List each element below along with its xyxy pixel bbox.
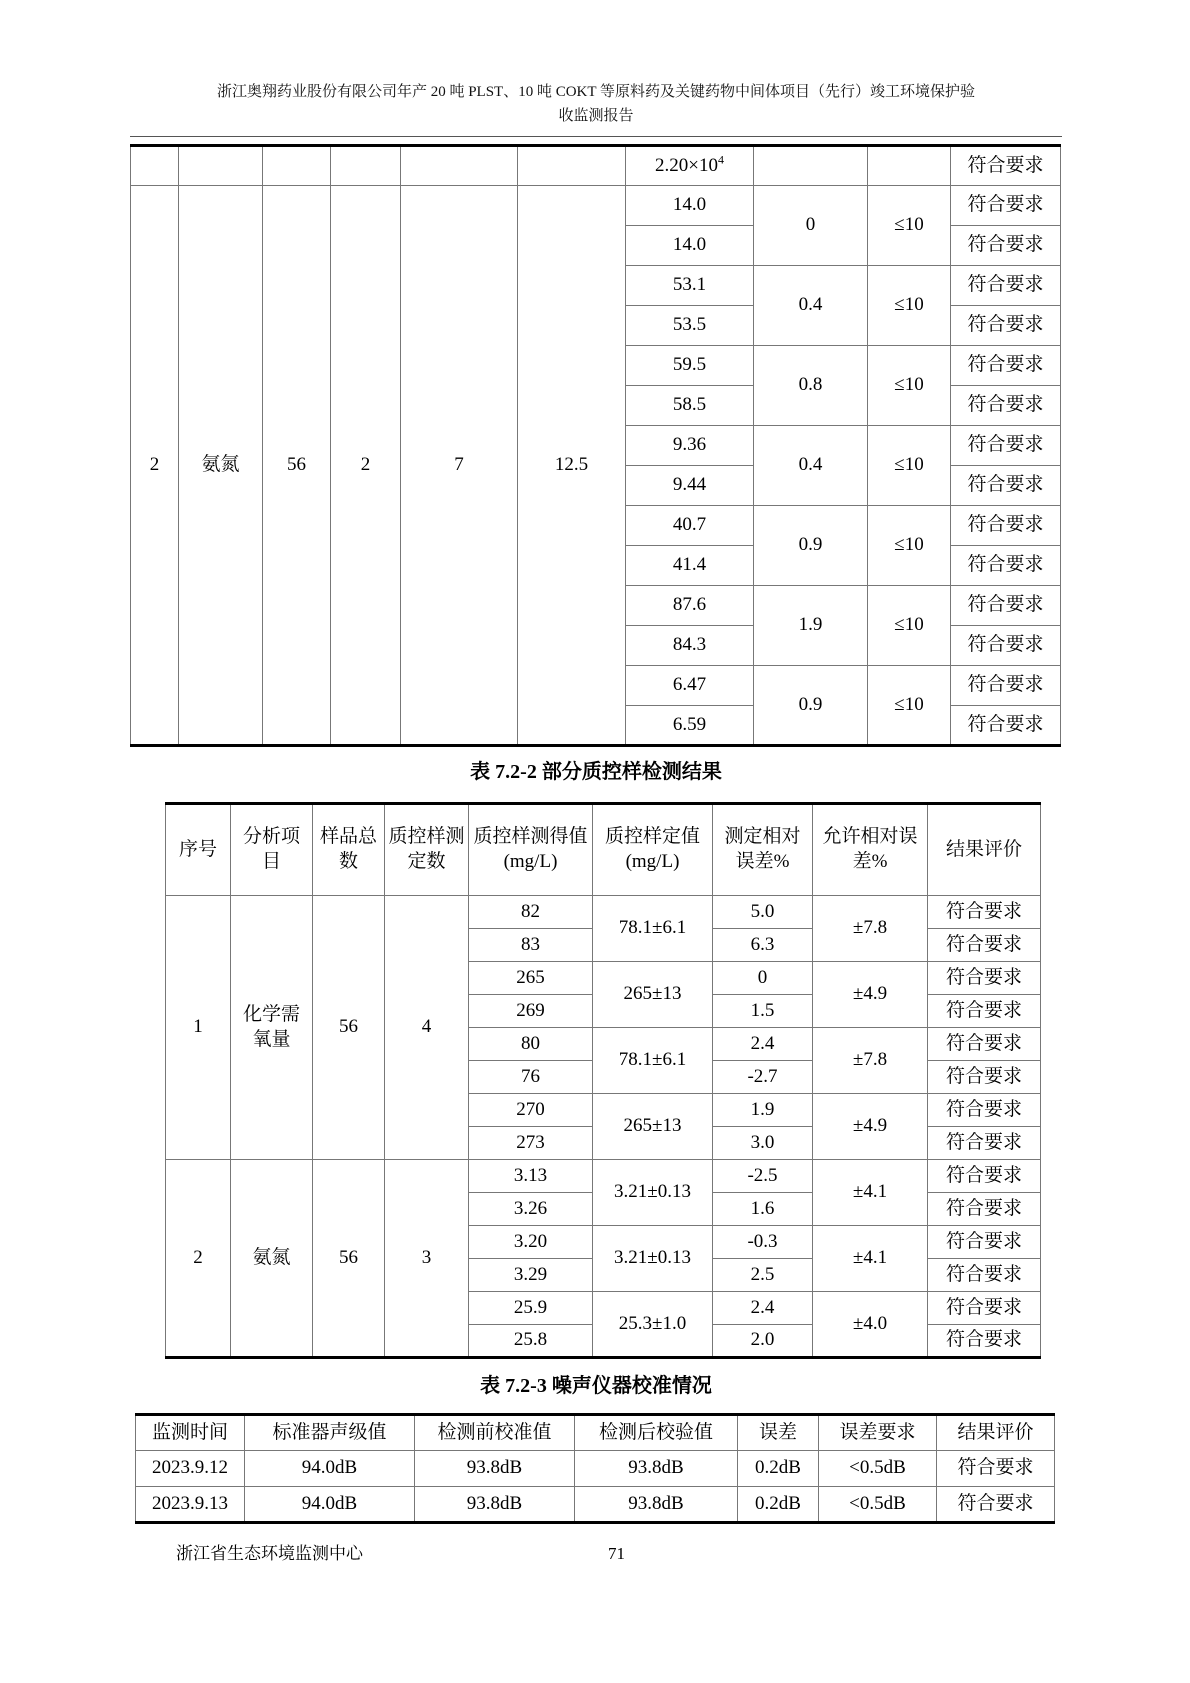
value-cell: 53.1 [626, 266, 754, 306]
allowed-cell: ±4.1 [813, 1160, 928, 1226]
page-number: 71 [608, 1544, 625, 1563]
result-cell: 符合要求 [951, 626, 1061, 666]
column-header: 质控样测定数 [385, 804, 469, 896]
table-row [166, 896, 1041, 929]
column-header: 分析项目 [231, 804, 313, 896]
measured-cell: 76 [469, 1061, 593, 1094]
column-header: 误差要求 [819, 1415, 937, 1451]
seq-cell: 2 [166, 1160, 231, 1358]
empty-cell [754, 146, 868, 186]
result-cell: 符合要求 [951, 346, 1061, 386]
result-cell: 符合要求 [928, 1325, 1041, 1358]
post-cal-cell: 93.8dB [575, 1487, 738, 1523]
error-cell: 2.5 [713, 1259, 813, 1292]
result-cell: 符合要求 [951, 186, 1061, 226]
allowed-cell: ≤10 [868, 666, 951, 746]
value-cell: 14.0 [626, 226, 754, 266]
exponent: 4 [717, 152, 724, 167]
allowed-cell: ±4.0 [813, 1292, 928, 1358]
measured-cell: 25.9 [469, 1292, 593, 1325]
value-cell: 84.3 [626, 626, 754, 666]
result-cell: 符合要求 [951, 706, 1061, 746]
assigned-cell: 3.21±0.13 [593, 1226, 713, 1292]
column-header: 允许相对误差% [813, 804, 928, 896]
error-cell: 2.0 [713, 1325, 813, 1358]
error-cell: 2.4 [713, 1292, 813, 1325]
assigned-cell: 78.1±6.1 [593, 896, 713, 962]
table-header-row [166, 804, 1041, 896]
result-cell: 符合要求 [928, 1292, 1041, 1325]
allowed-cell: ±7.8 [813, 896, 928, 962]
measured-cell: 82 [469, 896, 593, 929]
result-cell: 符合要求 [951, 266, 1061, 306]
deviation-cell: 0.9 [754, 506, 868, 586]
result-cell: 符合要求 [928, 896, 1041, 929]
result-cell: 符合要求 [951, 506, 1061, 546]
error-cell: -2.7 [713, 1061, 813, 1094]
allowed-cell: ±4.9 [813, 962, 928, 1028]
result-cell: 符合要求 [951, 466, 1061, 506]
measured-cell: 265 [469, 962, 593, 995]
result-cell: 符合要求 [951, 426, 1061, 466]
total-samples-cell: 56 [313, 1160, 385, 1358]
post-cal-cell: 93.8dB [575, 1451, 738, 1487]
error-cell: -2.5 [713, 1160, 813, 1193]
empty-cell [131, 146, 179, 186]
allowed-cell: ≤10 [868, 186, 951, 266]
column-header: 序号 [166, 804, 231, 896]
empty-cell [518, 146, 626, 186]
analyte-cell: 化学需氧量 [231, 896, 313, 1160]
column-header: 质控样定值(mg/L) [593, 804, 713, 896]
error-cell: 6.3 [713, 929, 813, 962]
deviation-cell: 0 [754, 186, 868, 266]
result-cell: 符合要求 [928, 1160, 1041, 1193]
result-cell: 符合要求 [928, 1127, 1041, 1160]
value-cell: 40.7 [626, 506, 754, 546]
error-cell: -0.3 [713, 1226, 813, 1259]
analyte-cell: 氨氮 [231, 1160, 313, 1358]
noise-table-title: 表 7.2-3 噪声仪器校准情况 [480, 1375, 712, 1397]
assigned-cell: 265±13 [593, 962, 713, 1028]
empty-cell [401, 146, 518, 186]
value-cell: 58.5 [626, 386, 754, 426]
count-cell: 2 [331, 186, 401, 746]
column-header: 检测后校验值 [575, 1415, 738, 1451]
date-cell: 2023.9.13 [136, 1487, 245, 1523]
result-cell: 符合要求 [951, 666, 1061, 706]
empty-cell [868, 146, 951, 186]
measured-cell: 3.26 [469, 1193, 593, 1226]
error-limit-cell: <0.5dB [819, 1487, 937, 1523]
page-header-line1: 浙江奥翔药业股份有限公司年产 20 吨 PLST、10 吨 COKT 等原料药及关键药物中间体项目（先行）竣工环境保护验 [216, 84, 976, 100]
table-header-row [136, 1415, 1055, 1451]
qc-count-cell: 4 [385, 896, 469, 1160]
value-cell: 6.47 [626, 666, 754, 706]
value-cell: 53.5 [626, 306, 754, 346]
value-cell: 87.6 [626, 586, 754, 626]
error-cell: 0.2dB [738, 1487, 819, 1523]
column-header: 结果评价 [937, 1415, 1055, 1451]
result-cell: 符合要求 [928, 1061, 1041, 1094]
deviation-cell: 0.9 [754, 666, 868, 746]
pre-cal-cell: 93.8dB [415, 1451, 575, 1487]
assigned-cell: 265±13 [593, 1094, 713, 1160]
measured-cell: 3.13 [469, 1160, 593, 1193]
result-cell: 符合要求 [937, 1451, 1055, 1487]
measured-cell: 3.29 [469, 1259, 593, 1292]
standard-level-cell: 94.0dB [245, 1451, 415, 1487]
column-header: 质控样测得值(mg/L) [469, 804, 593, 896]
value-cell: 41.4 [626, 546, 754, 586]
measured-cell: 270 [469, 1094, 593, 1127]
empty-cell [263, 146, 331, 186]
value-cell: 9.36 [626, 426, 754, 466]
column-header: 结果评价 [928, 804, 1041, 896]
result-cell: 符合要求 [951, 586, 1061, 626]
result-cell: 符合要求 [928, 929, 1041, 962]
value-cell: 6.59 [626, 706, 754, 746]
error-cell: 1.9 [713, 1094, 813, 1127]
table-row [131, 186, 1061, 226]
column-header: 监测时间 [136, 1415, 245, 1451]
deviation-cell: 0.8 [754, 346, 868, 426]
allowed-cell: ≤10 [868, 426, 951, 506]
value-cell: $2.20\times 10^4$ [626, 146, 754, 186]
result-cell: 符合要求 [951, 146, 1061, 186]
column-header: 样品总数 [313, 804, 385, 896]
result-cell: 符合要求 [928, 1028, 1041, 1061]
allowed-cell: ≤10 [868, 506, 951, 586]
page-header-line2: 收监测报告 [558, 108, 634, 124]
deviation-cell: 1.9 [754, 586, 868, 666]
result-cell: 符合要求 [928, 1094, 1041, 1127]
table-row [136, 1487, 1055, 1523]
allowed-cell: ≤10 [868, 346, 951, 426]
result-cell: 符合要求 [951, 386, 1061, 426]
table-row [136, 1451, 1055, 1487]
count-cell: 12.5 [518, 186, 626, 746]
date-cell: 2023.9.12 [136, 1451, 245, 1487]
seq-cell: 1 [166, 896, 231, 1160]
count-cell: 7 [401, 186, 518, 746]
footer-organization: 浙江省生态环境监测中心 [176, 1544, 363, 1563]
result-cell: 符合要求 [928, 1193, 1041, 1226]
error-cell: 0.2dB [738, 1451, 819, 1487]
error-cell: 1.5 [713, 995, 813, 1028]
column-header: 标准器声级值 [245, 1415, 415, 1451]
result-cell: 符合要求 [951, 226, 1061, 266]
measured-cell: 3.20 [469, 1226, 593, 1259]
table-row [166, 1160, 1041, 1193]
assigned-cell: 78.1±6.1 [593, 1028, 713, 1094]
parallel-sample-table [130, 144, 1061, 747]
column-header: 误差 [738, 1415, 819, 1451]
error-cell: 1.6 [713, 1193, 813, 1226]
result-cell: 符合要求 [928, 1259, 1041, 1292]
noise-calibration-table [135, 1413, 1055, 1524]
result-cell: 符合要求 [951, 546, 1061, 586]
error-cell: 3.0 [713, 1127, 813, 1160]
column-header: 检测前校准值 [415, 1415, 575, 1451]
table-row [131, 146, 1061, 186]
standard-level-cell: 94.0dB [245, 1487, 415, 1523]
total-samples-cell: 56 [313, 896, 385, 1160]
column-header: 测定相对误差% [713, 804, 813, 896]
empty-cell [331, 146, 401, 186]
empty-cell [179, 146, 263, 186]
qc-count-cell: 3 [385, 1160, 469, 1358]
allowed-cell: ≤10 [868, 586, 951, 666]
seq-cell: 2 [131, 186, 179, 746]
total-samples-cell: 56 [263, 186, 331, 746]
measured-cell: 83 [469, 929, 593, 962]
allowed-cell: ±7.8 [813, 1028, 928, 1094]
allowed-cell: ≤10 [868, 266, 951, 346]
error-cell: 0 [713, 962, 813, 995]
measured-cell: 80 [469, 1028, 593, 1061]
result-cell: 符合要求 [928, 1226, 1041, 1259]
pre-cal-cell: 93.8dB [415, 1487, 575, 1523]
value-cell: 9.44 [626, 466, 754, 506]
result-cell: 符合要求 [951, 306, 1061, 346]
assigned-cell: 25.3±1.0 [593, 1292, 713, 1358]
measured-cell: 269 [469, 995, 593, 1028]
allowed-cell: ±4.9 [813, 1094, 928, 1160]
error-cell: 2.4 [713, 1028, 813, 1061]
error-cell: 5.0 [713, 896, 813, 929]
page-header [130, 0, 1062, 137]
measured-cell: 25.8 [469, 1325, 593, 1358]
value-cell: 59.5 [626, 346, 754, 386]
error-limit-cell: <0.5dB [819, 1451, 937, 1487]
deviation-cell: 0.4 [754, 266, 868, 346]
result-cell: 符合要求 [928, 995, 1041, 1028]
qc-sample-table [165, 802, 1041, 1359]
assigned-cell: 3.21±0.13 [593, 1160, 713, 1226]
measured-cell: 273 [469, 1127, 593, 1160]
allowed-cell: ±4.1 [813, 1226, 928, 1292]
analyte-cell: 氨氮 [179, 186, 263, 746]
result-cell: 符合要求 [928, 962, 1041, 995]
qc-table-title: 表 7.2-2 部分质控样检测结果 [470, 761, 722, 783]
result-cell: 符合要求 [937, 1487, 1055, 1523]
value-cell: 14.0 [626, 186, 754, 226]
deviation-cell: 0.4 [754, 426, 868, 506]
